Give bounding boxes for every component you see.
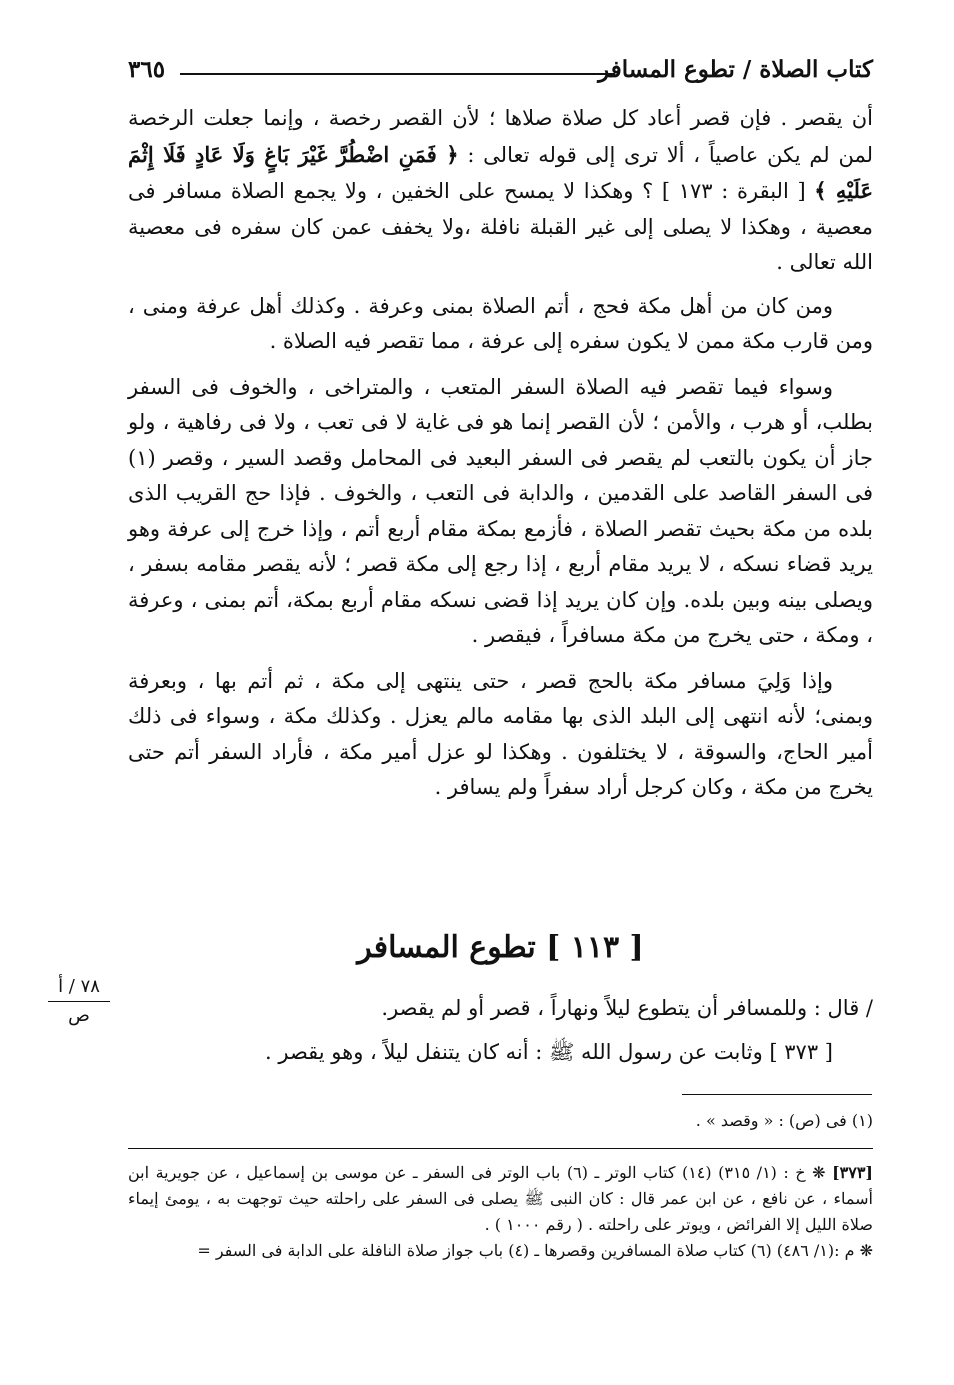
footnote-rule <box>682 1094 872 1095</box>
margin-folio: ٧٨ / أ <box>58 976 100 997</box>
takhrij-line-2: ❋ م :(١/ ٤٨٦) (٦) كتاب صلاة المسافرين وقصرها ـ (٤) باب جواز صلاة النافلة على الدابة فى السفر = <box>197 1241 873 1260</box>
paragraph-1 <box>128 101 873 281</box>
paragraph-3: وسواء فيما تقصر فيه الصلاة السفر المتعب ، والمتراخى ، والخوف فى السفر بطلب، أو هرب ، والأمن ؛ لأن القصر إنما هو فى غاية لا فى تعب ، ولا فى رفاهية ، ولو جاز أن يكون بالتعب لم يقصر فى السفر البعيد فى المحامل وقصد السير ، وقصر (١) فى السفر القاصد على القدمين ، والدابة فى التعب ، والخوف . فإذا حج القريب الذى بلده من مكة بحيث تقصر الصلاة ، فأزمع بمكة مقام أربع أتم ، وإذا خرج إلى عرفة وهو يريد قضاء نسكه ، لا يريد مقام أربع ، إذا رجع إلى مكة قصر ؛ لأنه يقصر مقامه بسفر ، ويصلى بينه وبين بلده. وإن كان يريد إذا قضى نسكه مقام أربع بمكة، أتم بمنى ، وعرفة ، ومكة ، حتى يخرج من مكة مسافراً ، فيقصر . <box>128 374 873 647</box>
paragraph-2: ومن كان من أهل مكة فحج ، أتم الصلاة بمنى وعرفة . وكذلك أهل عرفة ومنى ، ومن قارب مكة ممن لا يكون سفره إلى عرفة ، مما تقصر فيه الصلاة . <box>128 293 873 353</box>
footnote-1 <box>128 1108 873 1134</box>
manuscript-margin-note <box>44 976 114 1027</box>
main-text <box>128 101 873 806</box>
quran-verse: ﴿ فَمَنِ اضْطُرَّ غَيْرَ بَاغٍ وَلَا عَادٍ فَلَا إِثْمَ عَلَيْهِ ﴾ <box>128 141 873 203</box>
paragraph-1-text: أن يقصر . فإن قصر أعاد كل صلاة صلاها ؛ لأن القصر رخصة ، وإنما جعلت الرخصة لمن لم يكن عاصياً ، ألا ترى إلى قوله تعالى : <box>128 106 873 167</box>
takhrij-line-1: ❋ خ : (١/ ٣١٥) (١٤) كتاب الوتر ـ (٦) باب الوتر فى السفر ـ عن موسى بن إسماعيل ، عن جويرية ابن أسماء ، عن نافع ، عن ابن عمر قال : كان النبى ﷺ يصلى فى السفر على راحلته حيث توجهت به ، يومئ إيماء صلاة الليل إلا الفرائض ، ويوتر على راحلته . ( رقم ١٠٠٠ ) . <box>128 1163 873 1234</box>
running-title: كتاب الصلاة / تطوع المسافر <box>598 56 873 83</box>
takhrij-entry-1 <box>128 1160 873 1238</box>
takhrij-label: [٣٧٣] <box>832 1163 873 1182</box>
margin-rule <box>48 1001 110 1002</box>
margin-siglum: ص <box>68 1005 90 1026</box>
footnote-1-text: (١) فى (ص) : « وقصد » . <box>695 1111 873 1130</box>
section-heading: [ ١١٣ ] تطوع المسافر <box>357 930 644 965</box>
page-header <box>128 56 873 92</box>
header-rule <box>180 73 615 75</box>
section-text <box>128 986 873 1074</box>
page-number: ٣٦٥ <box>128 56 166 83</box>
takhrij-notes <box>128 1160 873 1264</box>
section-line-2: [ ٣٧٣ ] وثابت عن رسول الله ﷺ : أنه كان يتنفل ليلاً ، وهو يقصر . <box>265 1040 833 1064</box>
section-line-1: / قال : وللمسافر أن يتطوع ليلاً ونهاراً ، قصر أو لم يقصر. <box>381 996 873 1020</box>
paragraph-1-text-cont: [ البقرة : ١٧٣ ] ؟ وهكذا لا يمسح على الخفين ، ولا يجمع الصلاة مسافر فى معصية ، وهكذا لا يصلى إلى غير القبلة نافلة ،ولا يخفف عمن كان سفره فى معصية الله تعالى . <box>128 179 873 274</box>
takhrij-separator <box>128 1148 873 1149</box>
paragraph-4: وإذا وَلِيَ مسافر مكة بالحج قصر ، حتى ينتهى إلى مكة ، ثم أتم بها ، وبعرفة وبمنى؛ لأنه انتهى إلى البلد الذى بها مقامه مالم يعزل . وكذلك مكة ، وسواء فى ذلك أمير الحاج، والسوقة ، لا يختلفون . وهكذا لو عزل أمير مكة ، فأراد السفر أتم حتى يخرج من مكة ، وكان كرجل أراد سفراً ولم يسافر . <box>128 668 873 799</box>
